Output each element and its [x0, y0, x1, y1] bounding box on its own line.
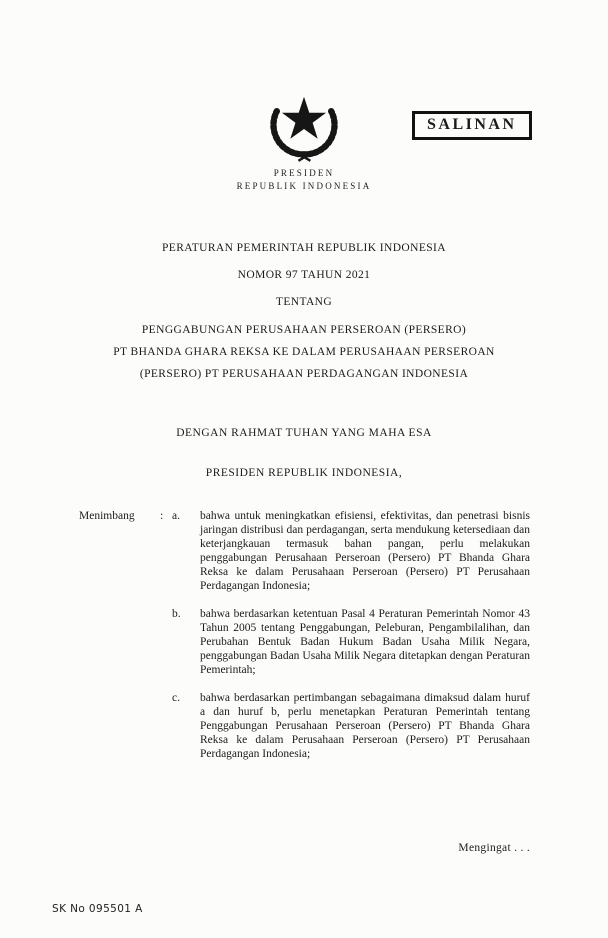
item-text: bahwa berdasarkan ketentuan Pasal 4 Peraturan Pemerintah Nomor 43 Tahun 2005 tentang Penggabungan, Peleburan, Pengambilalihan, dan Perubahan Bentuk Badan Hukum Badan Usaha Milik Negara, penggabungan Badan Usaha Milik Negara ditetapkan dengan Peraturan Pemerintah; [200, 608, 530, 676]
considering-item-b [172, 607, 530, 677]
considering-item-c [172, 691, 530, 761]
menimbang-label: Menimbang [79, 510, 135, 522]
title-block [0, 241, 608, 381]
regulation-number: NOMOR 97 TAHUN 2021 [237, 269, 371, 281]
considering-items [172, 509, 530, 761]
subject-line-1: PENGGABUNGAN PERUSAHAAN PERSEROAN (PERSERO) [141, 324, 467, 336]
serial-number: SK No 095501 A [52, 903, 143, 915]
considering-section [79, 509, 530, 761]
continuation-catchword: Mengingat . . . [458, 842, 530, 854]
letterhead-presiden: PRESIDEN [273, 168, 335, 178]
letterhead [0, 167, 608, 192]
presidential-seal [264, 84, 344, 164]
tentang-label: TENTANG [275, 296, 333, 308]
subject-line-2: PT BHANDA GHARA REKSA KE DALAM PERUSAHAAN PERSEROAN [113, 346, 495, 358]
considering-item-a [172, 509, 530, 593]
grace-invocation: DENGAN RAHMAT TUHAN YANG MAHA ESA [176, 427, 432, 439]
salinan-stamp [412, 111, 532, 140]
salinan-label: SALINAN [427, 116, 517, 133]
authority-line: PRESIDEN REPUBLIK INDONESIA, [205, 467, 403, 479]
regulation-title: PERATURAN PEMERINTAH REPUBLIK INDONESIA [162, 242, 446, 254]
subject-line-3: (PERSERO) PT PERUSAHAAN PERDAGANGAN INDONESIA [139, 368, 469, 380]
item-text: bahwa untuk meningkatkan efisiensi, efektivitas, dan penetrasi bisnis jaringan distribusi dan perdagangan, serta mendukung ketersediaan dan keterjangkauan termasuk bahan pangan, perlu melakukan penggabungan Perusahaan Perseroan (Persero) PT Bhanda Ghara Reksa ke dalam Perusahaan Perseroan (Persero) PT Perusahaan Perdagangan Indonesia; [200, 510, 530, 592]
item-letter: a. [172, 510, 180, 522]
item-text: bahwa berdasarkan pertimbangan sebagaimana dimaksud dalam huruf a dan huruf b, perlu menetapkan Peraturan Pemerintah tentang Penggabungan Perusahaan Perseroan (Persero) PT Bhanda Ghara Reksa ke dalam Perusahaan Perseroan (Persero) PT Perusahaan Perdagangan Indonesia; [200, 692, 530, 760]
presidential-star-emblem [264, 84, 344, 164]
considering-row [79, 509, 530, 761]
letterhead-republik-indonesia: REPUBLIK INDONESIA [236, 180, 372, 191]
item-letter: c. [172, 692, 180, 704]
menimbang-colon: : [160, 510, 164, 522]
item-letter: b. [172, 608, 181, 620]
